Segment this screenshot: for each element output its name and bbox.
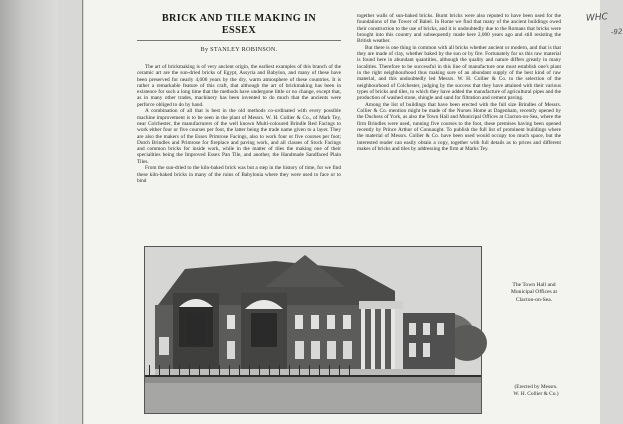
- paragraph: But there is one thing in common with all bricks whether ancient or modern, and that is that they are made of clay, whether baked by the sun or by fire. Fortunately for us this raw material is found here in abundant quantities, although the quality and nature differs greatly in many localities. Therefore to be successful in this line of manufacture one must establish one's plant in the right neighbourhood thus making sure of an abundant supply of the best kind of raw material, and this undoubtedly led Messrs. W. H. Collier & Co. to the selection of the neighbourhood of Colchester, judging by the success that they have attained with their various types of bricks and tiles, to which they have added the manufacture of agricultural pipes and the production of washed stone, shingle and sand for filtration and cement paving.: [357, 44, 561, 102]
- left-text-column: [137, 64, 341, 185]
- article-byline: By STANLEY ROBINSON.: [200, 46, 278, 53]
- credit-line-2: W. H. Collier & Co.): [513, 391, 559, 398]
- right-text-column: [357, 13, 561, 152]
- document-page: [84, 0, 623, 424]
- town-hall-illustration: [145, 247, 481, 413]
- town-hall-photograph: [144, 246, 482, 414]
- paragraph: Among the list of buildings that have been erected with the full size Brindles of Messrs. Collier & Co. mention might be made of the Nurses Home at Dagenham, recently opened by the Duchess of York, as also the Town Hall and Municipal Offices at Clacton-on-Sea, where the firm Brindles were used, running five courses to the foot, these premises having been opened recently by Prince Arthur of Connaught. To publish the full list of prominent buildings where the material of Messrs. Collier & Co. have been used would occupy too much space, but the interested reader can easily obtain a copy, together with full details as to prices and different makes of bricks and tiles by addressing the firm at Marks Tey.: [357, 101, 561, 152]
- photo-credit: [482, 384, 590, 398]
- article-title-line-2: ESSEX: [221, 25, 257, 36]
- handwritten-note-number: -92: [610, 27, 623, 37]
- title-rule: [137, 40, 341, 41]
- credit-line-1: (Erected by Messrs.: [514, 384, 558, 390]
- paragraph: From the sun-dried to the kiln-baked brick was but a step in the history of time, for we find these kiln-baked bricks in many of the ruins of Babylonia where they were used to face or to bind: [137, 165, 341, 184]
- page-gutter-line: [82, 0, 83, 424]
- paragraph: together walls of sun-baked bricks. Burnt bricks were also reputed to have been used for the foundations of the Tower of Babel. In Rome we find that many of the ancient buildings owed their construction to the use of bricks, and it is undoubtedly due to the Romans that bricks were brought into this country and subsequently made here 2,000 years ago and still resisting the British weather.: [357, 13, 561, 45]
- article-title-line-1: BRICK AND TILE MAKING IN: [161, 13, 317, 24]
- caption-line-3: Clacton-on-Sea.: [515, 296, 553, 303]
- handwritten-note: WHC: [585, 12, 609, 24]
- scanner-binding-shadow: [0, 0, 58, 424]
- paragraph: The art of brickmaking is of very ancient origin, the earliest examples of this branch of the ceramic art are the sun-dried bricks of Egypt, Assyria and Babylon, and many of these have been preserved for nearly 4,000 years by the dry, warm atmosphere of these countries. It is rather a remarkable feature of this craft, that although the art of brickmaking has been in existence for such a long time that the methods have undergone little or no change, except that, as in many other trades, machinery has been invented to do much that the ancients were perforce obliged to do by hand.: [137, 64, 341, 108]
- paragraph: A combination of all that is best in the old methods co-ordinated with every possible machine improvement is to be seen in the plant of Messrs. W. H. Collier & Co., of Mark Tey, near Colchester, the manufacturers of the well known Multi-coloured Brindle Red Facings to work either four or five courses per foot, the latter being the trade name given to a layer. They are also the makers of the Essex Primrose Facings, also to work four or five courses per foot; Dutch Brindles and Primrose for fireplace and paving work, and all classes of Stock Facings and common bricks for inside work, while in the matter of tiles the making one of their specialities being the Improved Essex Pan Tile, and another, the Handmade Sandfaced Plain Tiles.: [137, 108, 341, 165]
- caption-line-1: The Town Hall and: [512, 282, 556, 288]
- article-title: [137, 13, 341, 37]
- caption-line-2: Municipal Offices at: [510, 289, 558, 296]
- photo-caption: [484, 282, 584, 304]
